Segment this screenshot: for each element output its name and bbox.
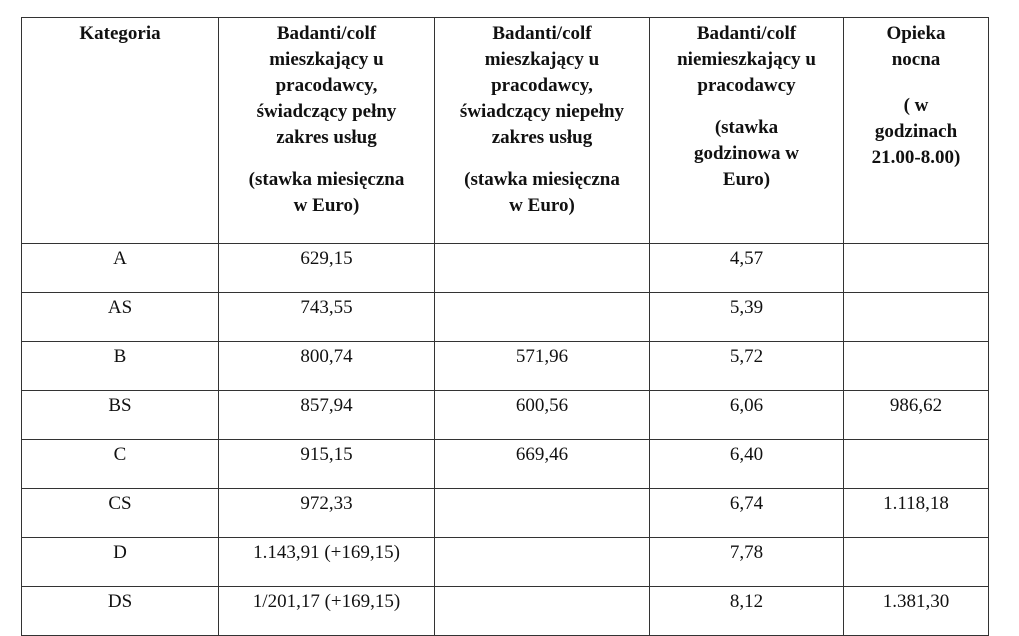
cell-live-in-full: 1.143,91 (+169,15) — [219, 538, 435, 587]
cell-live-in-partial — [435, 489, 650, 538]
header-live-in-partial: Badanti/colf mieszkający u pracodawcy, świadczący niepełny zakres usług (stawka miesięczna w Euro) — [435, 18, 650, 244]
header-category: Kategoria — [22, 18, 219, 244]
cell-night: 1.118,18 — [844, 489, 989, 538]
header-night-care: Opieka nocna ( w godzinach 21.00-8.00) — [844, 18, 989, 244]
cell-live-in-full: 1/201,17 (+169,15) — [219, 587, 435, 636]
cell-night — [844, 293, 989, 342]
cell-category: CS — [22, 489, 219, 538]
cell-live-in-partial: 600,56 — [435, 391, 650, 440]
cell-hourly: 8,12 — [650, 587, 844, 636]
header-live-out-hourly: Badanti/colf niemieszkający u pracodawcy (stawka godzinowa w Euro) — [650, 18, 844, 244]
cell-category: AS — [22, 293, 219, 342]
header-row — [22, 18, 989, 244]
header-live-in-full: Badanti/colf mieszkający u pracodawcy, świadczący pełny zakres usług (stawka miesięczna w Euro) — [219, 18, 435, 244]
table-row — [22, 440, 989, 489]
cell-night: 1.381,30 — [844, 587, 989, 636]
cell-live-in-full: 857,94 — [219, 391, 435, 440]
cell-hourly: 7,78 — [650, 538, 844, 587]
cell-night — [844, 342, 989, 391]
cell-live-in-partial — [435, 587, 650, 636]
cell-category: C — [22, 440, 219, 489]
cell-live-in-partial — [435, 538, 650, 587]
cell-live-in-full: 915,15 — [219, 440, 435, 489]
cell-night: 986,62 — [844, 391, 989, 440]
cell-live-in-full: 972,33 — [219, 489, 435, 538]
cell-category: B — [22, 342, 219, 391]
table-row — [22, 244, 989, 293]
table-row — [22, 391, 989, 440]
cell-hourly: 5,39 — [650, 293, 844, 342]
table-row — [22, 342, 989, 391]
cell-hourly: 5,72 — [650, 342, 844, 391]
cell-night — [844, 538, 989, 587]
cell-hourly: 6,40 — [650, 440, 844, 489]
cell-live-in-full: 800,74 — [219, 342, 435, 391]
cell-live-in-partial: 571,96 — [435, 342, 650, 391]
table-row — [22, 538, 989, 587]
cell-night — [844, 440, 989, 489]
cell-live-in-partial: 669,46 — [435, 440, 650, 489]
cell-hourly: 6,06 — [650, 391, 844, 440]
table-row — [22, 489, 989, 538]
cell-category: BS — [22, 391, 219, 440]
table-row — [22, 587, 989, 636]
cell-hourly: 6,74 — [650, 489, 844, 538]
cell-live-in-full: 743,55 — [219, 293, 435, 342]
cell-live-in-full: 629,15 — [219, 244, 435, 293]
cell-category: D — [22, 538, 219, 587]
table-row — [22, 293, 989, 342]
cell-hourly: 4,57 — [650, 244, 844, 293]
rates-table — [21, 17, 989, 636]
cell-night — [844, 244, 989, 293]
cell-category: A — [22, 244, 219, 293]
cell-category: DS — [22, 587, 219, 636]
cell-live-in-partial — [435, 293, 650, 342]
cell-live-in-partial — [435, 244, 650, 293]
